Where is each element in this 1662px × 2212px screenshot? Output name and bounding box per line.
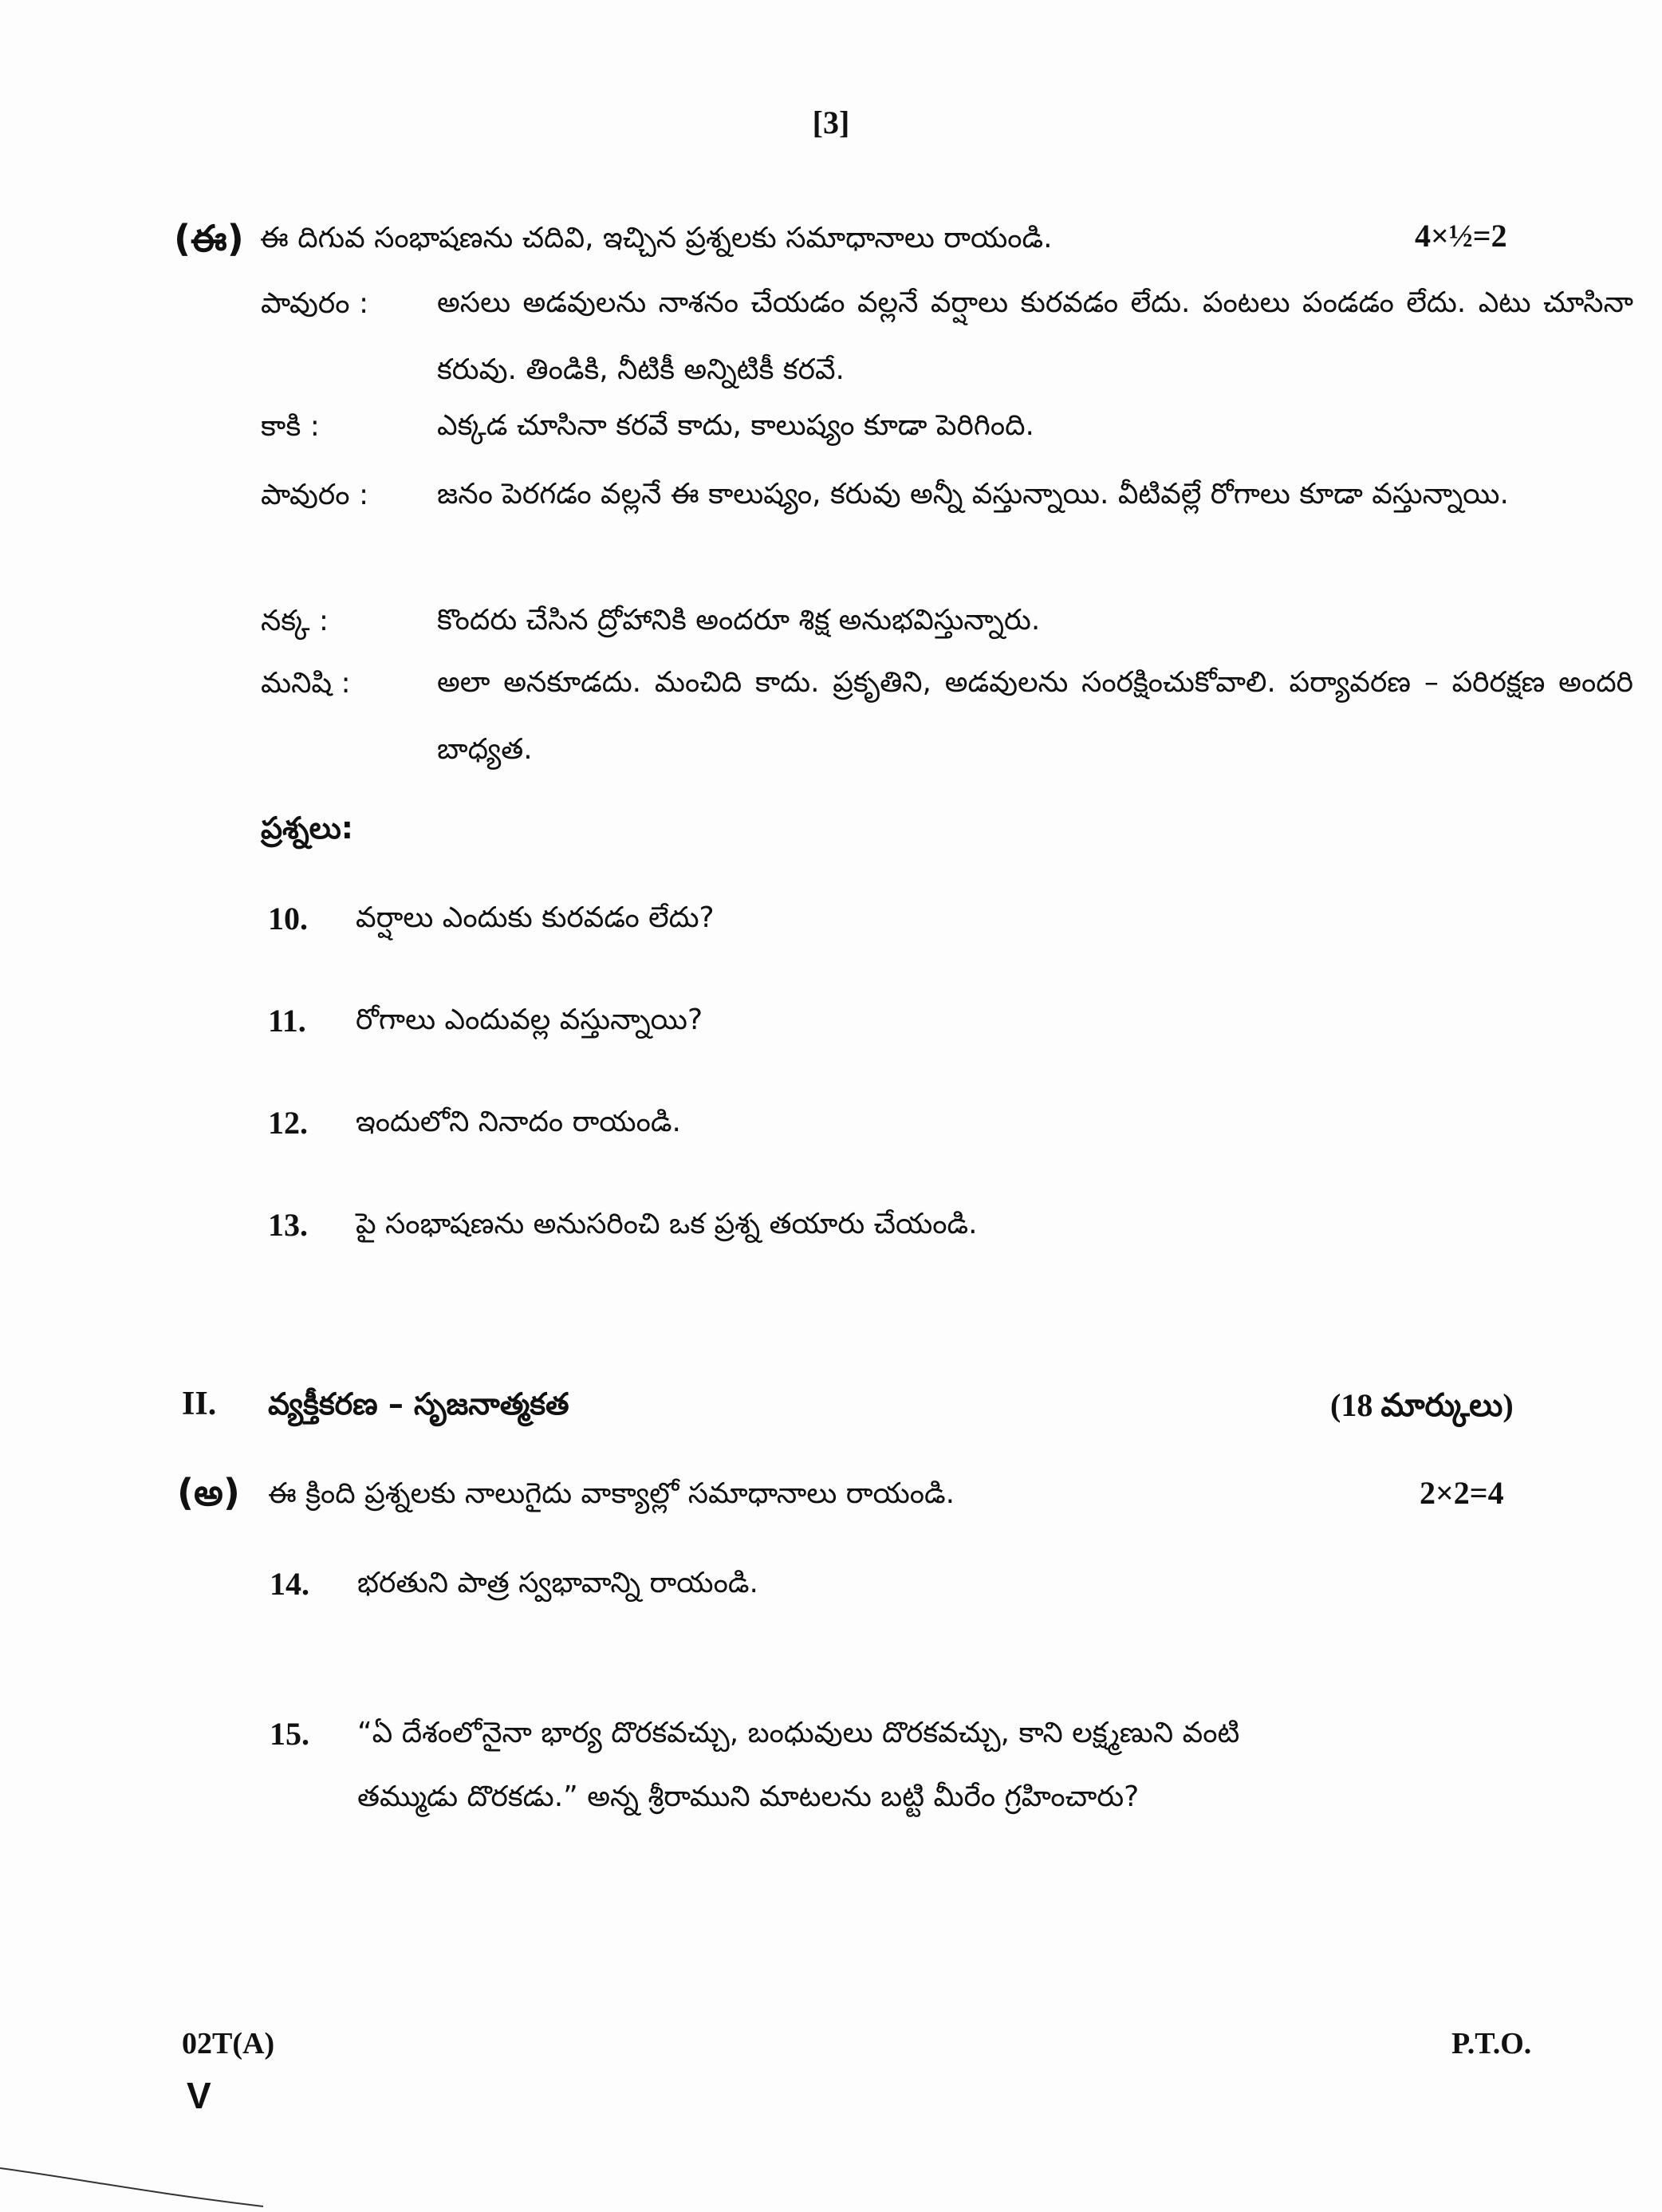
dialogue-line: అలా అనకూడదు. మంచిది కాదు. ప్రకృతిని, అడవులను సంరక్షించుకోవాలి. పర్యావరణ – పరిరక్షణ అందరి బాధ్యత. [437,666,1633,766]
section-a-instruction: ఈ క్రింది ప్రశ్నలకు నాలుగైదు వాక్యాల్లో సమాధానాలు రాయండి. [268,1477,955,1510]
questions-label: ప్రశ్నలు: [261,810,353,846]
question-number: 12. [268,1105,308,1141]
section-a-marker: (అ) [177,1471,240,1514]
section-e-instruction: ఈ దిగువ సంభాషణను చదివి, ఇచ్చిన ప్రశ్నలకు సమాధానాలు రాయండి. [260,222,1053,254]
section-ii-marks: (18 మార్కులు) [1330,1387,1514,1423]
scan-artifact-line [0,2154,263,2210]
paper-series: V [187,2075,211,2116]
dialogue-speaker: పావురం : [261,287,369,320]
question-number: 14. [270,1566,309,1602]
section-e-marks: 4×½=2 [1415,218,1507,254]
dialogue-line: అసలు అడవులను నాశనం చేయడం వల్లనే వర్షాలు కురవడం లేదు. పంటలు పండడం లేదు. ఎటు చూసినా కరువు. తిండికి, నీటికీ అన్నిటికీ కరవే. [437,286,1633,386]
question-number: 15. [270,1716,309,1752]
dialogue-speaker: పావురం : [261,479,369,511]
question-text-line: “ఏ దేశంలోనైనా భార్య దొరకవచ్చు, బంధువులు దొరకవచ్చు, కాని లక్ష్మణుని వంటి [357,1717,1240,1749]
section-ii-numeral: II. [182,1386,217,1422]
dialogue-speaker: మనిషి : [261,667,351,700]
question-text: వర్షాలు ఎందుకు కురవడం లేదు? [356,901,715,934]
question-text: రోగాలు ఎందువల్ల వస్తున్నాయి? [356,1003,703,1036]
dialogue-speaker: కాకి : [261,410,320,443]
paper-code: 02T(A) [182,2027,275,2060]
dialogue-line: ఎక్కడ చూసినా కరవే కాదు, కాలుష్యం కూడా పెరిగింది. [437,409,1034,442]
section-e-marker: (ఈ) [174,217,244,260]
dialogue-line: జనం పెరగడం వల్లనే ఈ కాలుష్యం, కరువు అన్నీ వస్తున్నాయి. వీటివల్లే రోగాలు కూడా వస్తున్నాయి. [437,478,1509,511]
question-text: భరతుని పాత్ర స్వభావాన్ని రాయండి. [357,1567,758,1599]
section-a-marks: 2×2=4 [1420,1475,1504,1511]
page-number: [3] [812,104,850,140]
question-text-line: తమ్ముడు దొరకడు.” అన్న శ్రీరాముని మాటలను బట్టి మీరేం గ్రహించారు? [357,1780,1140,1813]
question-text: ఇందులోని నినాదం రాయండి. [356,1106,681,1138]
question-number: 11. [268,1003,306,1039]
dialogue-line: కొందరు చేసిన ద్రోహానికి అందరూ శిక్ష అనుభవిస్తున్నారు. [437,604,1041,637]
dialogue-speaker: నక్క : [261,605,329,637]
pto-label: P.T.O. [1451,2027,1532,2060]
question-number: 10. [268,901,308,936]
section-ii-title: వ్యక్తీకరణ – సృజనాత్మకత [268,1386,569,1421]
question-number: 13. [268,1207,308,1243]
question-text: పై సంభాషణను అనుసరించి ఒక ప్రశ్న తయారు చేయండి. [356,1208,978,1240]
